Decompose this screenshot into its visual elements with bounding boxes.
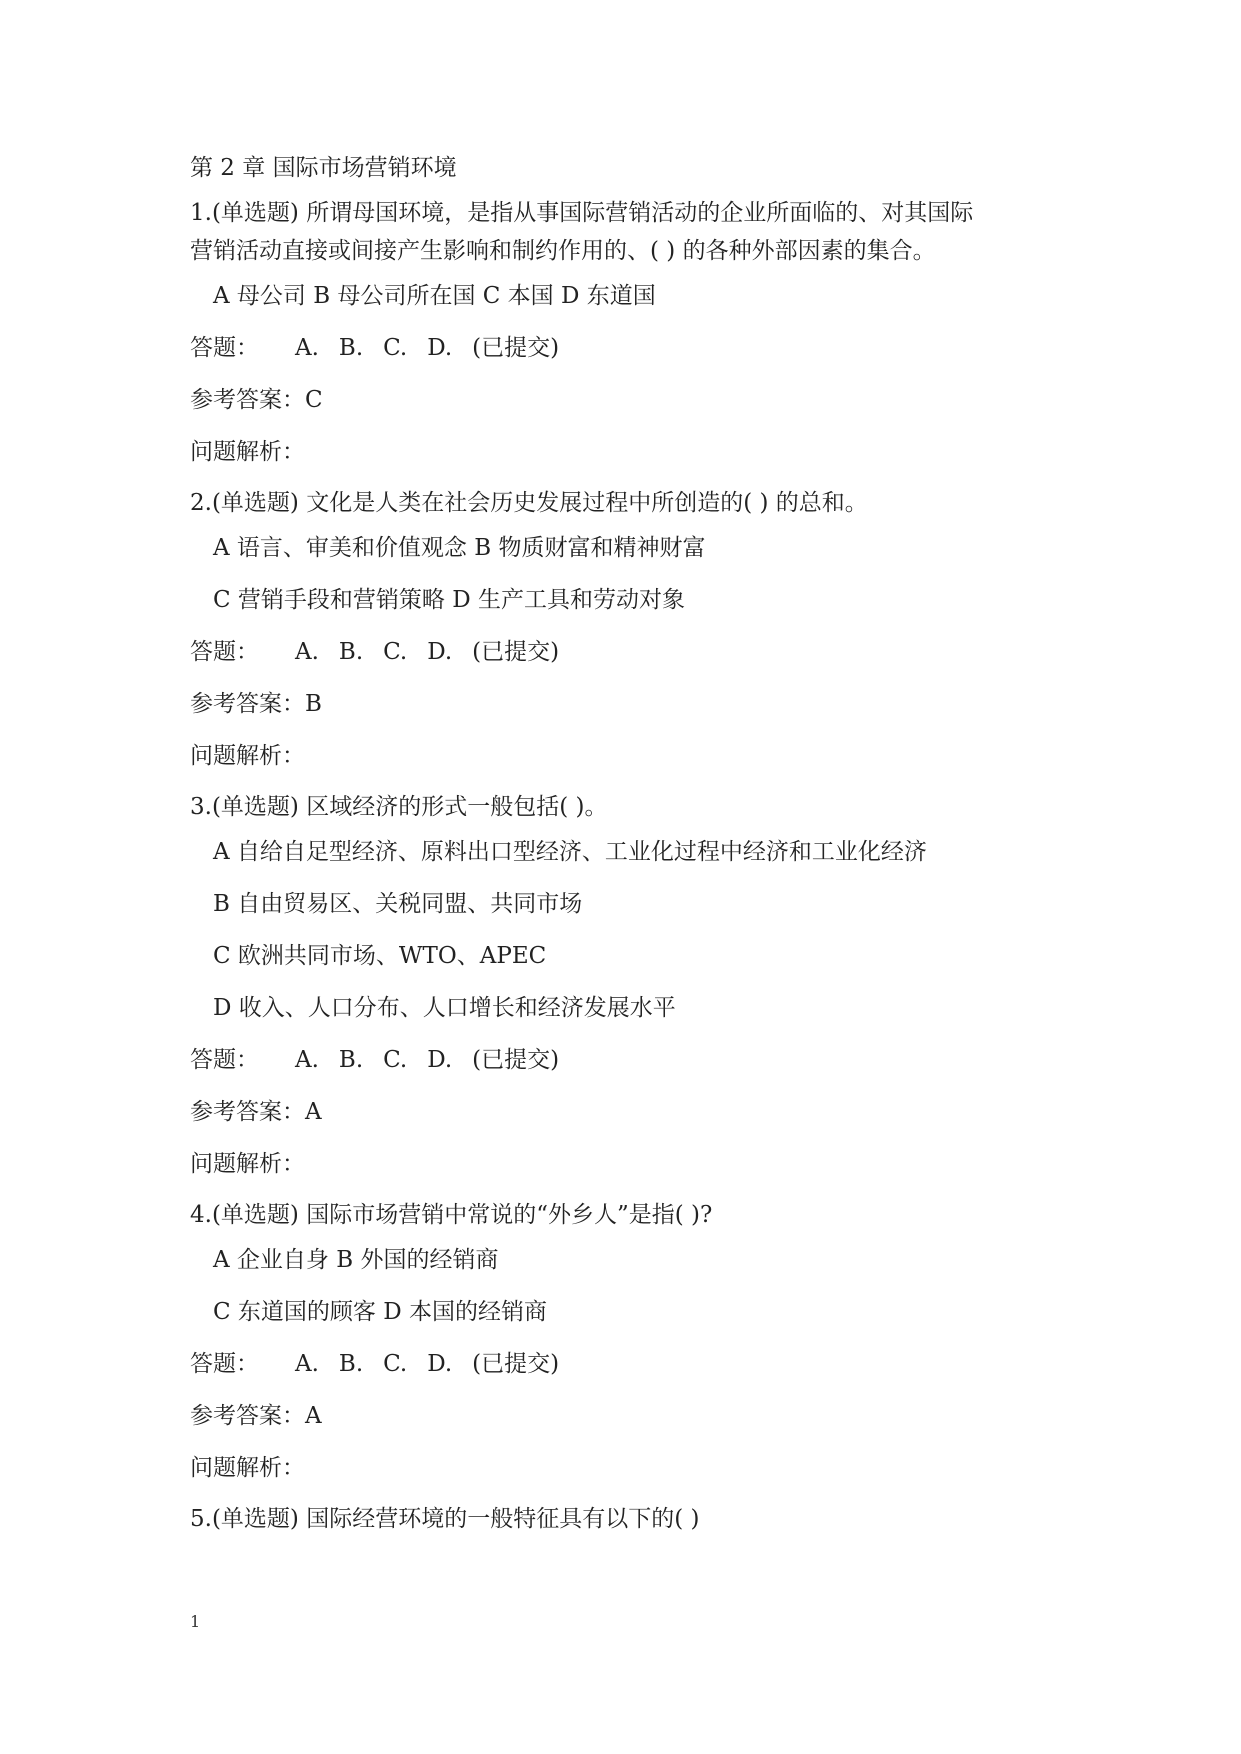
page-number: 1 bbox=[190, 1612, 201, 1631]
answer-option-a[interactable]: A. bbox=[295, 639, 319, 665]
option-line: D 收入、人口分布、人口增长和经济发展水平 bbox=[213, 995, 676, 1021]
option-line: B 自由贸易区、关税同盟、共同市场 bbox=[213, 891, 583, 917]
answer-status: (已提交) bbox=[472, 639, 560, 665]
answer-label: 答题： bbox=[190, 1351, 259, 1377]
answer-option-a[interactable]: A. bbox=[295, 1351, 319, 1377]
question-stem-line: 3.(单选题) 区域经济的形式一般包括( )。 bbox=[190, 794, 608, 820]
question-stem-line: 1.(单选题) 所谓母国环境，是指从事国际营销活动的企业所面临的、对其国际 bbox=[190, 200, 974, 226]
answer-label: 答题： bbox=[190, 639, 259, 665]
answer-option-b[interactable]: B. bbox=[338, 639, 364, 665]
option-line: C 欧洲共同市场、WTO、APEC bbox=[213, 943, 547, 969]
answer-option-b[interactable]: B. bbox=[338, 335, 364, 361]
answer-option-b[interactable]: B. bbox=[338, 1047, 364, 1073]
option-line: A 自给自足型经济、原料出口型经济、工业化过程中经济和工业化经济 bbox=[213, 839, 927, 865]
answer-option-a[interactable]: A. bbox=[295, 335, 319, 361]
question-analysis: 问题解析： bbox=[190, 1455, 305, 1481]
answer-option-c[interactable]: C. bbox=[383, 1351, 408, 1377]
reference-answer: 参考答案：B bbox=[190, 691, 322, 717]
option-line: A 语言、审美和价值观念 B 物质财富和精神财富 bbox=[213, 535, 706, 561]
question-analysis: 问题解析： bbox=[190, 1151, 305, 1177]
answer-label: 答题： bbox=[190, 335, 259, 361]
answer-status: (已提交) bbox=[472, 335, 560, 361]
answer-option-d[interactable]: D. bbox=[427, 1351, 453, 1377]
answer-label: 答题： bbox=[190, 1047, 259, 1073]
question-1 bbox=[190, 194, 1090, 478]
reference-answer: 参考答案：C bbox=[190, 387, 323, 413]
answer-option-b[interactable]: B. bbox=[338, 1351, 364, 1377]
answer-status: (已提交) bbox=[472, 1047, 560, 1073]
option-line: C 东道国的顾客 D 本国的经销商 bbox=[213, 1299, 547, 1325]
question-stem-line: 2.(单选题) 文化是人类在社会历史发展过程中所创造的( ) 的总和。 bbox=[190, 490, 868, 516]
question-analysis: 问题解析： bbox=[190, 743, 305, 769]
answer-option-d[interactable]: D. bbox=[427, 335, 453, 361]
option-line: A 母公司 B 母公司所在国 C 本国 D 东道国 bbox=[213, 283, 656, 309]
question-4 bbox=[190, 1196, 1090, 1494]
answer-line bbox=[190, 626, 1090, 678]
answer-line bbox=[190, 1034, 1090, 1086]
question-2 bbox=[190, 484, 1090, 782]
answer-line bbox=[190, 1338, 1090, 1390]
answer-option-a[interactable]: A. bbox=[295, 1047, 319, 1073]
chapter-title: 第 2 章 国际市场营销环境 bbox=[190, 155, 457, 181]
answer-option-c[interactable]: C. bbox=[383, 639, 408, 665]
question-analysis: 问题解析： bbox=[190, 439, 305, 465]
document-content bbox=[190, 148, 1090, 1538]
answer-option-c[interactable]: C. bbox=[383, 335, 408, 361]
answer-option-c[interactable]: C. bbox=[383, 1047, 408, 1073]
option-line: A 企业自身 B 外国的经销商 bbox=[213, 1247, 499, 1273]
question-stem-line: 营销活动直接或间接产生影响和制约作用的、( ) 的各种外部因素的集合。 bbox=[190, 238, 936, 264]
question-stem-line: 5.(单选题) 国际经营环境的一般特征具有以下的( ) bbox=[190, 1506, 700, 1532]
answer-option-d[interactable]: D. bbox=[427, 1047, 453, 1073]
answer-option-d[interactable]: D. bbox=[427, 639, 453, 665]
question-stem-line: 4.(单选题) 国际市场营销中常说的“外乡人”是指( )? bbox=[190, 1202, 713, 1228]
option-line: C 营销手段和营销策略 D 生产工具和劳动对象 bbox=[213, 587, 685, 613]
question-5 bbox=[190, 1500, 1090, 1538]
answer-status: (已提交) bbox=[472, 1351, 560, 1377]
question-3 bbox=[190, 788, 1090, 1190]
reference-answer: 参考答案：A bbox=[190, 1403, 322, 1429]
reference-answer: 参考答案：A bbox=[190, 1099, 322, 1125]
answer-line bbox=[190, 322, 1090, 374]
